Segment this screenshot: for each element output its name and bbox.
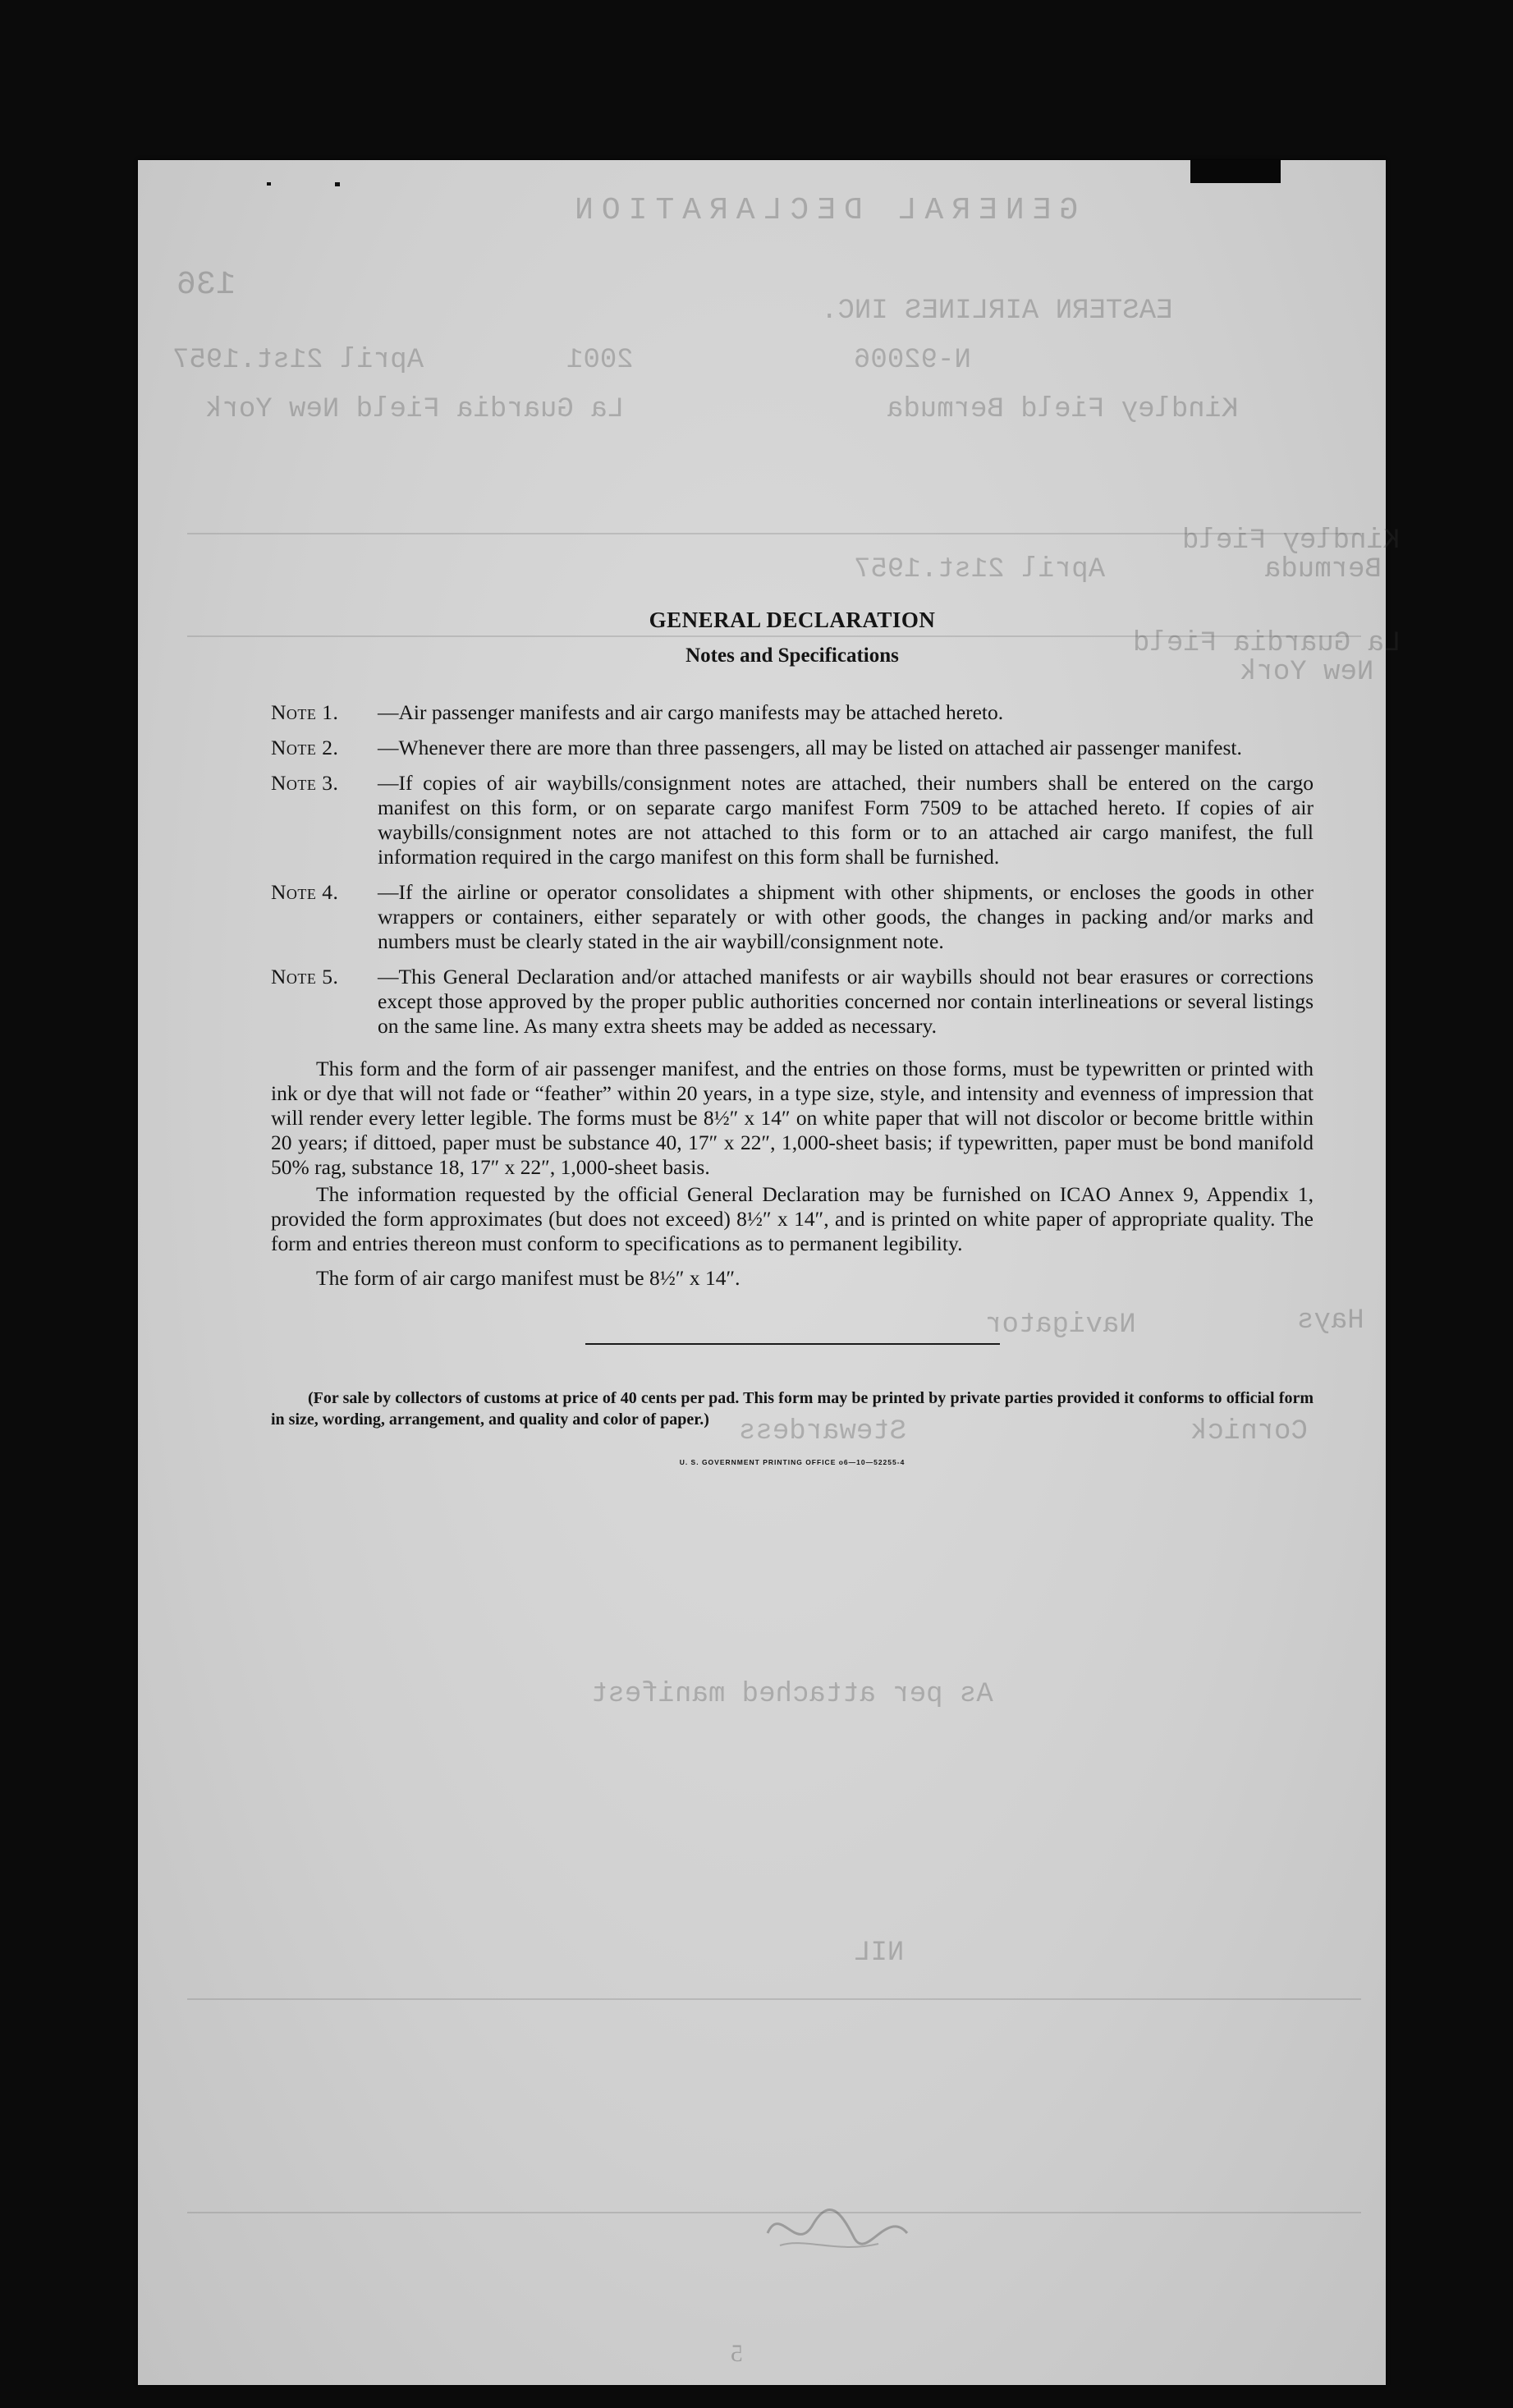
reverse-flight: 2001 xyxy=(566,345,634,376)
divider-rule xyxy=(585,1343,1000,1345)
note-5 xyxy=(271,965,1314,1039)
note-4 xyxy=(271,880,1314,954)
reverse-crew-2-role: Stewardess xyxy=(739,1416,907,1447)
signature xyxy=(763,2188,911,2262)
page-subtitle: Notes and Specifications xyxy=(685,644,899,667)
reverse-route-date: April 21st.1957 xyxy=(854,554,1106,585)
reverse-route-2: La Guardia Field xyxy=(1133,628,1401,659)
note-text: —If the airline or operator consolidates a shipment with other shipments, or encloses the goods in other wrappers or containers, either separately or with other goods, the changes in packing and/or marks and numbers must be clearly stated in the air waybill/consignment note. xyxy=(378,880,1314,953)
form-specification-paragraph: This form and the form of air passenger manifest, and the entries on those forms, must be typewritten or printed with ink or dye that will not fade or “feather” within 20 years, in a type size, style, and intensity and evenness of impression that will render every letter legible. The forms must be 8½″ x 14″ on white paper that will not discolor or become brittle within 20 years; if dittoed, paper must be substance 40, 17″ x 22″, 1,000-sheet basis; if typewritten, paper must be bond manifold 50% rag, substance 18, 17″ x 22″, 1,000-sheet basis. xyxy=(271,1057,1314,1179)
reverse-departure: Kindley Field Bermuda xyxy=(887,394,1239,425)
reverse-operator: EASTERN AIRLINES INC. xyxy=(821,296,1173,327)
reverse-date: April 21st.1957 xyxy=(172,345,424,376)
note-3 xyxy=(271,771,1314,869)
printing-office-imprint: U. S. GOVERNMENT PRINTING OFFICE o6—10—52255-4 xyxy=(679,1458,906,1466)
reverse-page-mark: 5 xyxy=(731,2340,743,2367)
notes-and-specifications xyxy=(271,608,1314,1466)
note-text: —This General Declaration and/or attached manifests or air waybills should not bear erasures or corrections except those approved by the proper public authorities concerned nor contain interlineations or several listings on the same line. As many extra sheets may be added as necessary. xyxy=(378,965,1314,1038)
note-text: —Whenever there are more than three passengers, all may be listed on attached air passenger manifest. xyxy=(378,736,1242,759)
note-label: Note 5. xyxy=(271,965,339,988)
reverse-route-1: Kindley Field xyxy=(1182,525,1401,557)
reverse-nil: NIL xyxy=(854,1938,905,1969)
reverse-number: 136 xyxy=(177,267,236,304)
reverse-route-1b: Bermuda xyxy=(1264,554,1382,585)
reverse-route-2b: New York xyxy=(1240,657,1374,688)
reverse-heading: GENERAL DECLARATION xyxy=(566,193,1079,228)
reverse-crew-1: Hays xyxy=(1297,1305,1364,1337)
reverse-crew-2: Cornick xyxy=(1190,1416,1308,1447)
page-title: GENERAL DECLARATION xyxy=(649,608,936,632)
icao-paragraph: The information requested by the official General Declaration may be furnished on ICAO Annex 9, Appendix 1, provided the form approximates (but does not exceed) 8½″ x 14″, and is printed on white paper of appropriate quality. The form and entries thereon must conform to specifications as to permanent legibility. xyxy=(271,1182,1314,1255)
note-label: Note 4. xyxy=(271,880,339,904)
reverse-registration: N-92006 xyxy=(854,345,971,376)
note-1 xyxy=(271,700,1314,725)
note-text: —Air passenger manifests and air cargo manifests may be attached hereto. xyxy=(378,700,1004,724)
note-label: Note 3. xyxy=(271,771,339,795)
reverse-crew-1-role: Navigator xyxy=(985,1309,1136,1341)
reverse-cargo-line: As per attached manifest xyxy=(591,1679,993,1710)
note-label: Note 2. xyxy=(271,736,339,759)
note-label: Note 1. xyxy=(271,700,339,724)
note-2 xyxy=(271,736,1314,760)
sale-note: (For sale by collectors of customs at price of 40 cents per pad. This form may be printed by private parties provided it conforms to official form in size, wording, arrangement, and quality and color of paper.) xyxy=(271,1389,1314,1429)
cargo-manifest-size: The form of air cargo manifest must be 8½″ x 14″. xyxy=(316,1266,740,1290)
reverse-arrival: La Guardia Field New York xyxy=(205,394,625,425)
note-text: —If copies of air waybills/consignment notes are attached, their numbers shall be entered on the cargo manifest on this form, or on separate cargo manifest Form 7509 to be attached hereto. If copies of air waybills/consignment notes are not attached to this form or to an attached air cargo manifest, the full information required in the cargo manifest on this form shall be furnished. xyxy=(378,771,1314,869)
